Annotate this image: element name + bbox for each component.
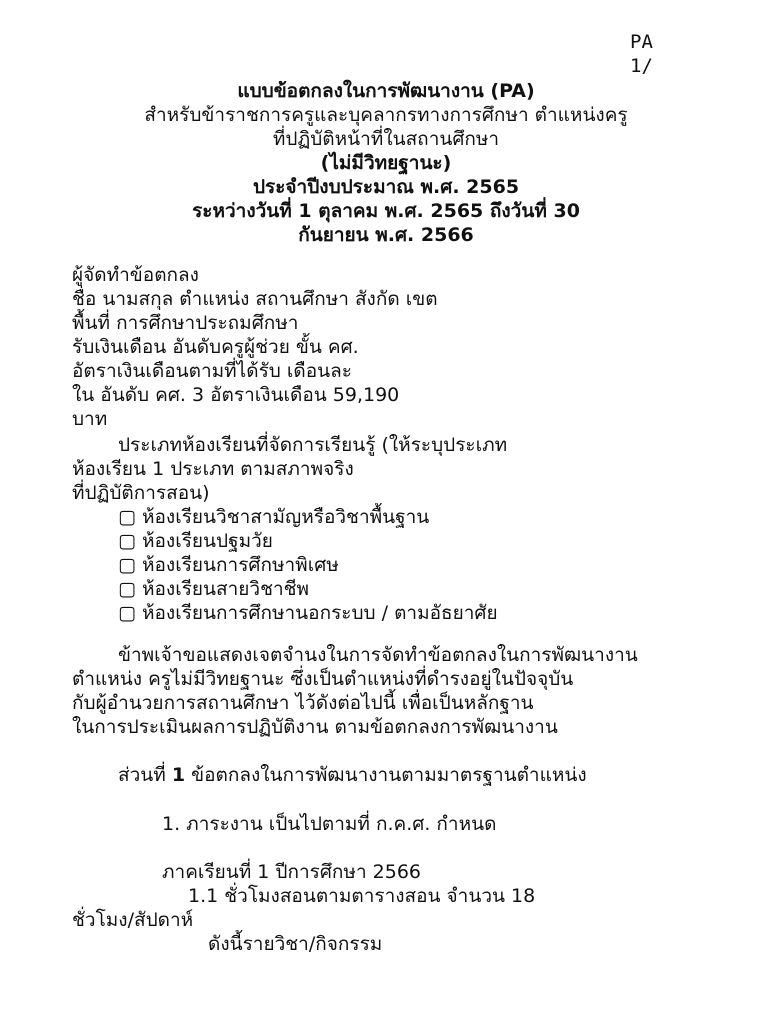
checkbox-icon[interactable]: ▢ [118,530,136,552]
info-line: อัตราเงินเดือนตามที่ได้รับ เดือนละ [72,360,352,382]
title-block [72,79,700,247]
room-type-label: ห้องเรียนการศึกษานอกระบบ / ตามอัธยาศัย [142,602,498,624]
room-type-intro: ที่ปฏิบัติการสอน) [72,482,210,504]
room-type-option[interactable] [72,529,702,553]
room-type-label: ห้องเรียนสายวิชาชีพ [142,578,310,600]
room-type-label: ห้องเรียนปฐมวัย [142,530,273,552]
checkbox-icon[interactable]: ▢ [118,554,136,576]
part-label: ส่วนที่ [118,764,166,786]
info-line: บาท [72,408,108,430]
room-type-option[interactable] [72,553,702,577]
info-line: ใน อันดับ คศ. 3 อัตราเงินเดือน 59,190 [72,384,400,406]
commitment-paragraph [72,643,702,739]
room-type-label: ห้องเรียนวิชาสามัญหรือวิชาพื้นฐาน [142,506,430,528]
period-line: ระหว่างวันที่ 1 ตุลาคม พ.ศ. 2565 ถึงวันที่ 30 [192,200,580,222]
part-number: 1 [171,764,186,786]
checkbox-icon[interactable]: ▢ [118,506,136,528]
workload-section [72,812,702,956]
room-type-option[interactable] [72,505,702,529]
document-code: PA 1/ [630,31,653,77]
part-1-heading [72,763,702,787]
paragraph-line: ในการประเมินผลการปฏิบัติงาน ตามข้อตกลงการพัฒนางาน [72,716,558,738]
room-type-option[interactable] [72,601,702,625]
title-line: แบบข้อตกลงในการพัฒนางาน (PA) [237,80,535,102]
room-type-intro: ประเภทห้องเรียนที่จัดการเรียนรู้ (ให้ระบุประเภท [118,434,508,456]
paragraph-line: ตำแหน่ง ครูไม่มีวิทยฐานะ ซึ่งเป็นตำแหน่งที่ดำรงอยู่ในปัจจุบัน [72,668,574,690]
checkbox-icon[interactable]: ▢ [118,602,136,624]
subtitle-line: สำหรับข้าราชการครูและบุคลากรทางการศึกษา ตำแหน่งครู [144,104,628,126]
teaching-hours-line: 1.1 ชั่วโมงสอนตามตารางสอน จำนวน 18 [188,885,536,907]
info-line: ชื่อ นามสกุล ตำแหน่ง สถานศึกษา สังกัด เขต [72,288,438,310]
room-type-intro: ห้องเรียน 1 ประเภท ตามสภาพจริง [72,458,354,480]
room-type-section [72,433,702,625]
subtitle-line: ที่ปฏิบัติหน้าที่ในสถานศึกษา [272,128,500,150]
checkbox-icon[interactable]: ▢ [118,578,136,600]
period-line: กันยายน พ.ศ. 2566 [298,224,474,246]
info-line: รับเงินเดือน อันดับครูผู้ช่วย ขั้น คศ. [72,336,359,358]
part-title: ข้อตกลงในการพัฒนางานตามมาตรฐานตำแหน่ง [185,764,587,786]
subtitle-line: (ไม่มีวิทยฐานะ) [320,152,452,174]
fiscal-year-line: ประจำปีงบประมาณ พ.ศ. 2565 [252,176,520,198]
teaching-hours-cont: ชั่วโมง/สัปดาห์ [72,909,194,931]
semester-line: ภาคเรียนที่ 1 ปีการศึกษา 2566 [162,861,422,883]
paragraph-line: ข้าพเจ้าขอแสดงเจตจำนงในการจัดทำข้อตกลงในการพัฒนางาน [118,644,638,666]
info-line: ผู้จัดทำข้อตกลง [72,264,199,286]
room-type-option[interactable] [72,577,702,601]
paragraph-line: กับผู้อำนวยการสถานศึกษา ไว้ดังต่อไปนี้ เพื่อเป็นหลักฐาน [72,692,534,714]
workload-item: 1. ภาระงาน เป็นไปตามที่ ก.ค.ศ. กำหนด [162,813,497,835]
info-line: พื้นที่ การศึกษาประถมศึกษา [72,312,299,334]
subject-list-heading: ดังนี้รายวิชา/กิจกรรม [208,933,383,955]
author-info [72,263,702,431]
room-type-label: ห้องเรียนการศึกษาพิเศษ [142,554,339,576]
